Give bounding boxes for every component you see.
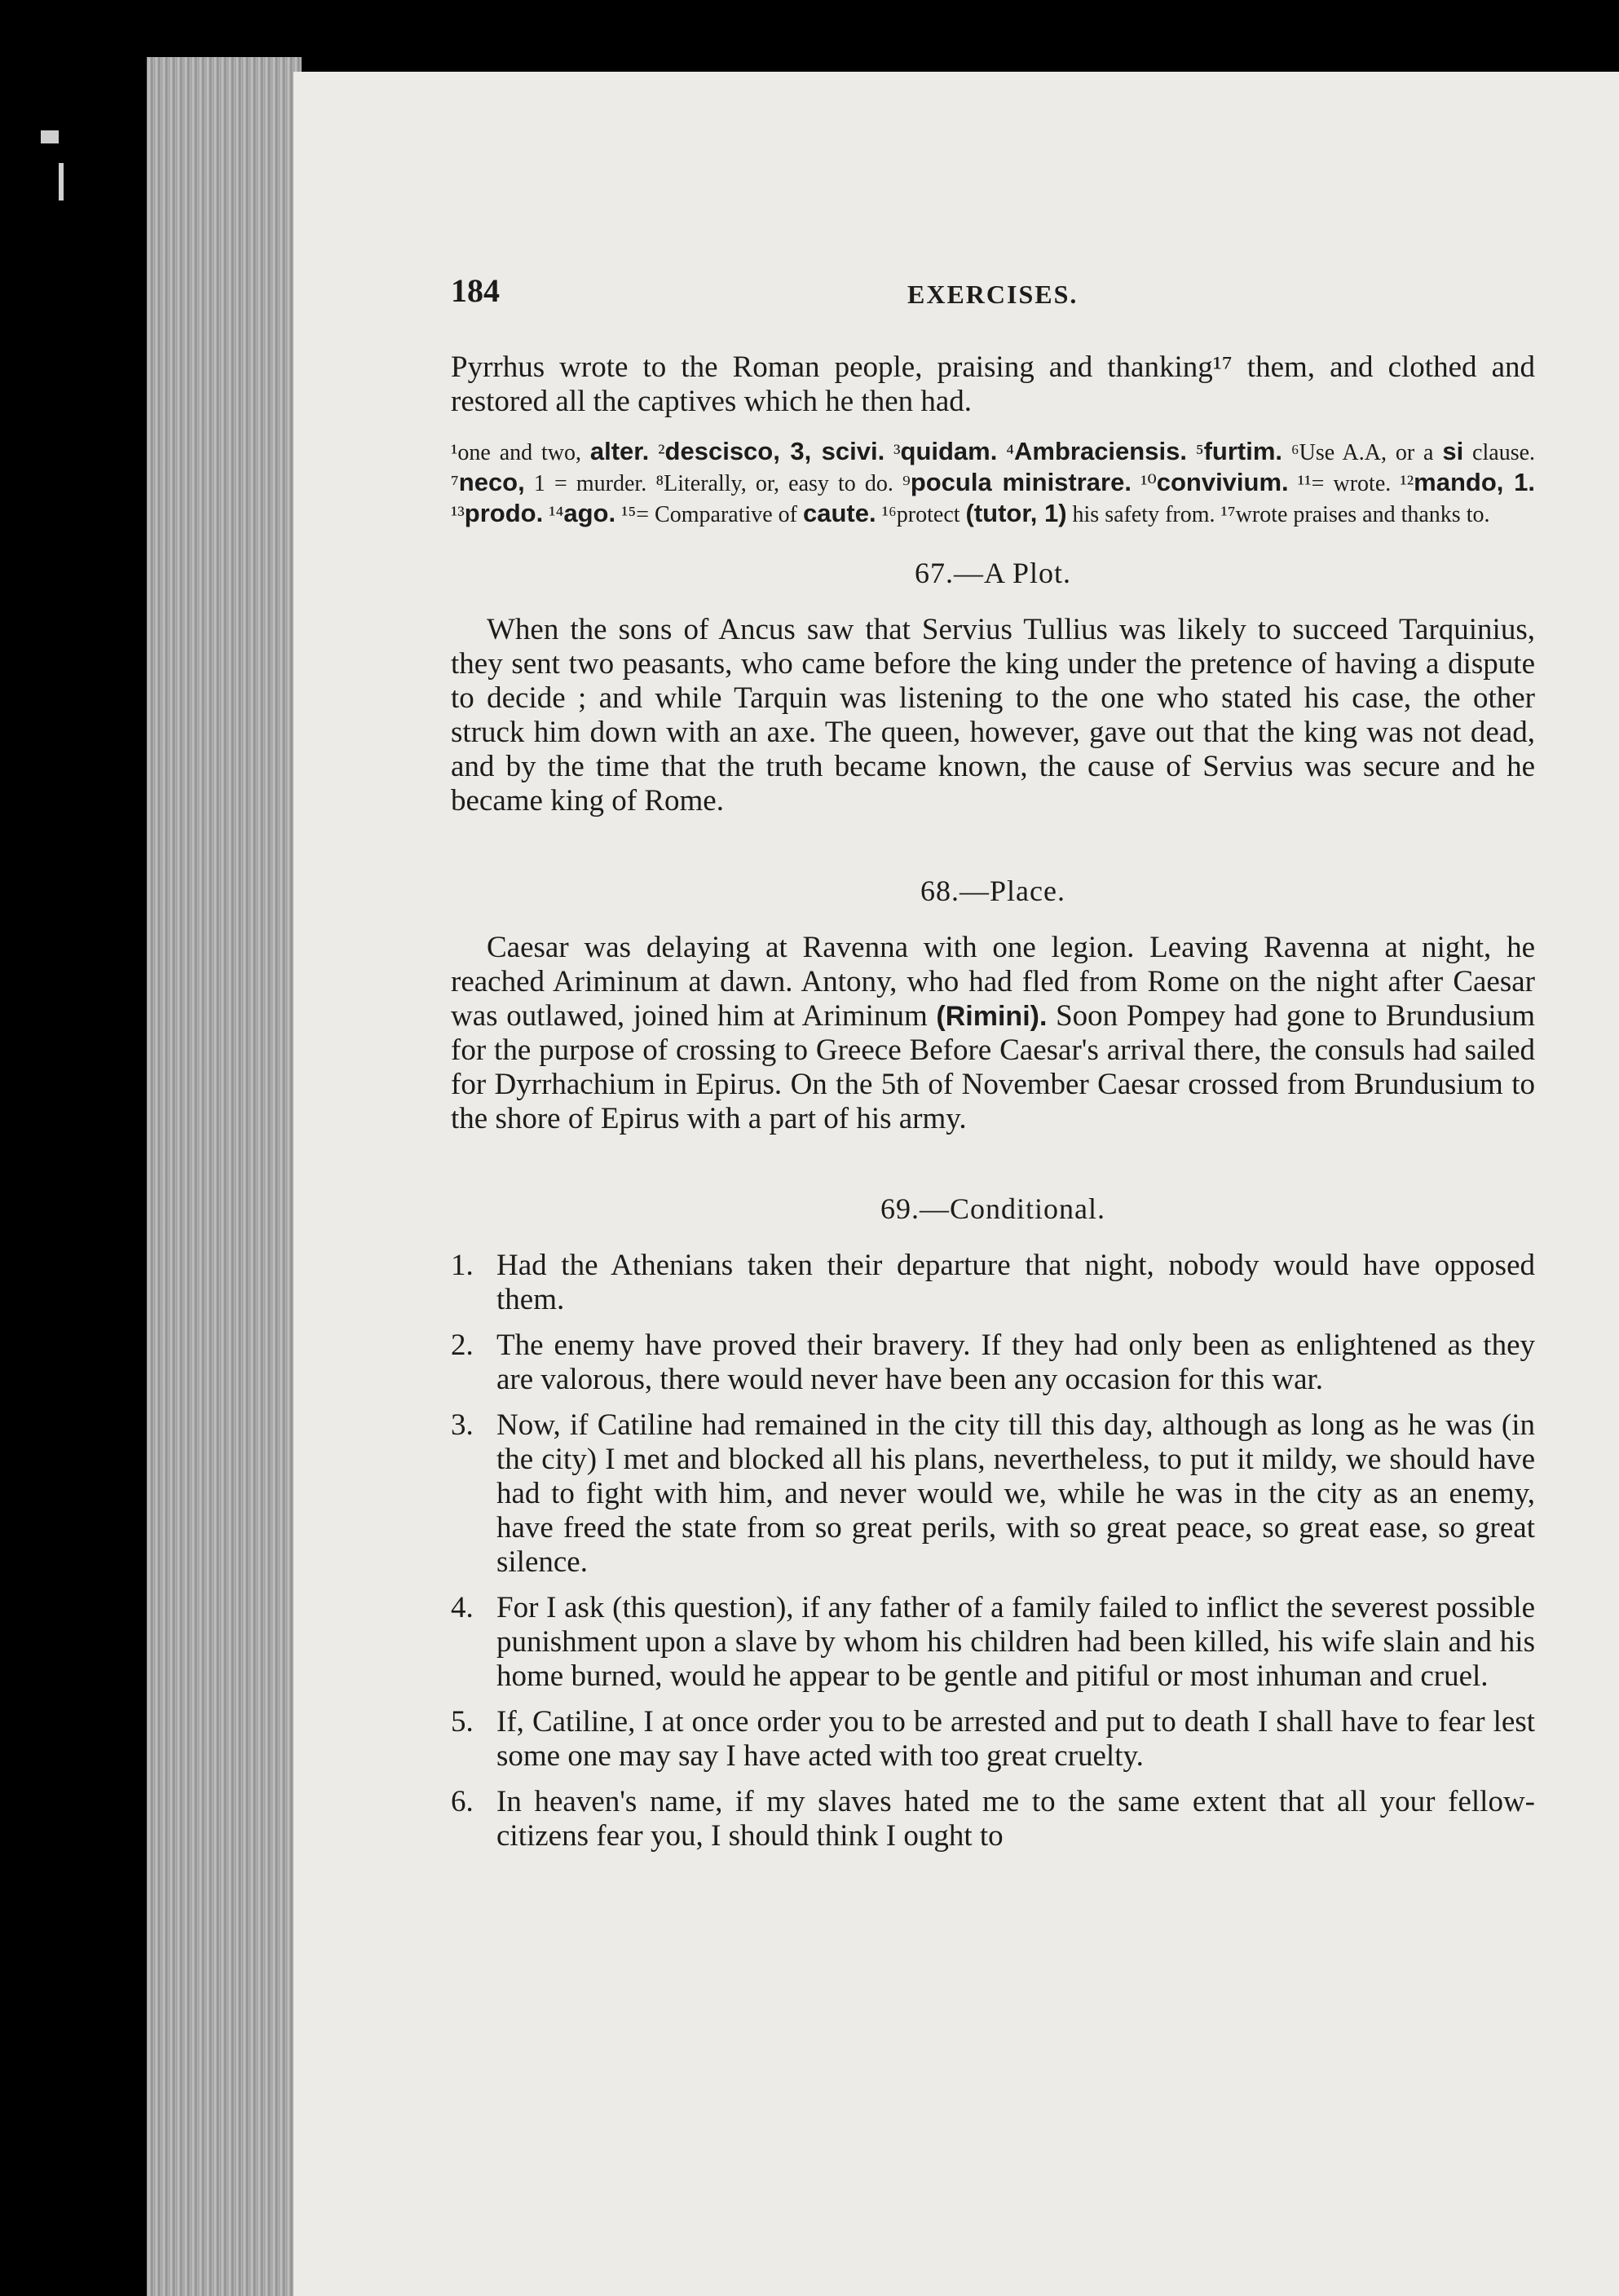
footnote-post: clause.: [1463, 440, 1536, 465]
list-item-text: Now, if Catiline had remained in the city till this day, although as long as he was (in the city) I met and blocked all his plans, nevertheless, to put it mildy, we should have had to fight with him, and never would we, while he was in the city as an enemy, have freed the state from so great perils, with so great peace, so great ease, so great silence.: [496, 1408, 1535, 1579]
footnote-pre: one and two,: [457, 440, 590, 465]
footnote-n: ²: [658, 440, 665, 465]
section-68-text-b: Soon Pompey had gone to Brundusium for the purpose of crossing to Greece Before Caesar's arrival there, the consuls had sailed for Dyrrhachium in Epirus. On the 5th of November Caesar crossed from Brundusium to the shore of Epirus with a part of his army.: [451, 999, 1535, 1135]
footnote-bold: Ambraciensis.: [1014, 437, 1187, 465]
footnotes: [451, 437, 1535, 530]
footnote-n: ⁷: [451, 471, 459, 496]
footnote-post: [1282, 440, 1291, 465]
footnote: [655, 471, 902, 496]
footnote-post: [876, 502, 882, 527]
footnote-pre: wrote praises and thanks to.: [1235, 502, 1490, 527]
footnote-bold: ago.: [563, 499, 616, 527]
footnote-n: ¹³: [451, 502, 465, 527]
footnote-bold: descisco, 3, scivi.: [664, 437, 885, 465]
footnote-pre: Literally, or, easy to do.: [664, 471, 903, 496]
intro-paragraph: Pyrrhus wrote to the Roman people, praising and thanking¹⁷ them, and clothed and restored all the captives which he then had.: [451, 350, 1535, 418]
list-item-text: In heaven's name, if my slaves hated me to the same extent that all your fellow-citizens fear you, I should think I ought to: [496, 1785, 1535, 1853]
footnote-bold: convivium.: [1156, 468, 1289, 496]
list-item: [451, 1705, 1535, 1774]
list-item: [451, 1249, 1535, 1317]
section-67-text: When the sons of Ancus saw that Servius Tullius was likely to succeed Tarquinius, they sent two peasants, who came before the king under the pretence of having a dispute to decide ; and while Tarquin was listening to the one who stated his case, the other struck him down with an axe. The queen, however, gave out that the king was not dead, and by the time that the truth became known, the cause of Servius was secure and he became king of Rome.: [451, 613, 1535, 817]
section-67-heading: 67.—A Plot.: [914, 557, 1072, 589]
page-edge-stack: [147, 57, 302, 2296]
footnote-pre: protect: [896, 502, 966, 527]
list-item-text: Had the Athenians taken their departure that night, nobody would have opposed them.: [496, 1249, 1535, 1316]
list-item: [451, 1329, 1535, 1397]
footnote-n: ¹²: [1400, 471, 1414, 496]
footnote-post: [884, 440, 893, 465]
footnote: [902, 468, 1140, 496]
footnote-pre: Use A.A, or a: [1299, 440, 1443, 465]
list-item-number: 3.: [451, 1408, 474, 1442]
footnote-post: his safety from.: [1066, 502, 1221, 527]
list-item-number: 5.: [451, 1705, 474, 1739]
list-item-text: The enemy have proved their bravery. If they had only been as enlightened as they are valorous, there would never have been any occasion for this war.: [496, 1329, 1535, 1396]
footnote: [1195, 437, 1291, 465]
footnote-bold: alter.: [589, 437, 650, 465]
section-68-text: [451, 931, 1535, 1136]
section-68-rimini: (Rimini).: [936, 1001, 1048, 1032]
page-number: 184: [451, 272, 500, 309]
list-item-number: 2.: [451, 1329, 474, 1362]
footnote-post: [1132, 471, 1140, 496]
footnote-n: ⁴: [1006, 440, 1014, 465]
footnote-post: [1289, 471, 1298, 496]
page-body: [451, 350, 1535, 1865]
list-item-text: If, Catiline, I at once order you to be arrested and put to death I shall have to fear lest some one may say I have acted with too great cruelty.: [496, 1705, 1535, 1773]
footnote-n: ⁵: [1195, 440, 1204, 465]
scan-speck: [41, 130, 59, 143]
footnote-bold: pocula ministrare.: [910, 468, 1132, 496]
page-header: [451, 271, 1535, 320]
footnote: [1006, 437, 1196, 465]
list-item: [451, 1591, 1535, 1694]
footnote-n: ¹⁶: [881, 502, 897, 527]
footnote-bold: caute.: [803, 499, 876, 527]
footnote-pre: = Comparative of: [636, 502, 804, 527]
footnote-n: ¹⁰: [1140, 471, 1157, 496]
footnote-n: ¹: [451, 440, 458, 465]
footnote-bold: (tutor, 1): [965, 499, 1067, 527]
footnote: [1400, 468, 1535, 496]
footnote: [1298, 471, 1401, 496]
section-68-text-a: Caesar was delaying at Ravenna with one legion. Leaving Ravenna at night, he reached Ariminum at dawn. Antony, who had fled from Rome on the night after Caesar was outlawed, joined him at Ariminum: [451, 931, 1535, 1033]
footnote-post: 1 = murder.: [524, 471, 656, 496]
footnote-bold: neco,: [458, 468, 525, 496]
footnote-n: ⁸: [655, 471, 664, 496]
footnote-post: [649, 440, 658, 465]
footnote: [1221, 502, 1490, 527]
footnote: [621, 499, 882, 527]
footnote: [658, 437, 893, 465]
footnote-bold: prodo.: [464, 499, 544, 527]
footnote: [451, 468, 656, 496]
footnote: [1140, 468, 1298, 496]
footnote-bold: si: [1442, 437, 1464, 465]
footnote-n: ¹⁴: [549, 502, 564, 527]
footnote: [549, 499, 621, 527]
running-head: EXERCISES.: [907, 280, 1079, 309]
list-item-number: 4.: [451, 1591, 474, 1624]
footnote-n: ¹¹: [1297, 471, 1312, 496]
list-item-number: 1.: [451, 1249, 474, 1282]
footnote-pre: = wrote.: [1311, 471, 1401, 496]
section-68-heading: 68.—Place.: [920, 875, 1065, 907]
footnote-bold: quidam.: [900, 437, 998, 465]
footnote-n: ³: [893, 440, 901, 465]
footnote-bold: furtim.: [1203, 437, 1283, 465]
footnote-n: ¹⁵: [621, 502, 637, 527]
list-item: [451, 1785, 1535, 1853]
conditional-list: [451, 1249, 1535, 1853]
footnote-n: ⁶: [1290, 440, 1299, 465]
footnote: [881, 499, 1221, 527]
list-item-text: For I ask (this question), if any father of a family failed to inflict the severest possible punishment upon a slave by whom his children had been killed, his wife slain and his home burned, would he appear to be gentle and pitiful or most inhuman and cruel.: [496, 1591, 1535, 1693]
footnote-n: ⁹: [902, 471, 911, 496]
list-item: [451, 1408, 1535, 1580]
footnote-post: [997, 440, 1006, 465]
footnote: [1290, 437, 1536, 465]
scan-speck: [59, 163, 64, 201]
footnote: [893, 437, 1006, 465]
footnote-n: ¹⁷: [1220, 502, 1236, 527]
footnote: [451, 499, 549, 527]
footnote-bold: mando, 1.: [1414, 468, 1535, 496]
list-item-number: 6.: [451, 1785, 474, 1818]
footnote: [451, 437, 658, 465]
footnote-post: [1187, 440, 1196, 465]
section-69-heading: 69.—Conditional.: [880, 1192, 1105, 1225]
